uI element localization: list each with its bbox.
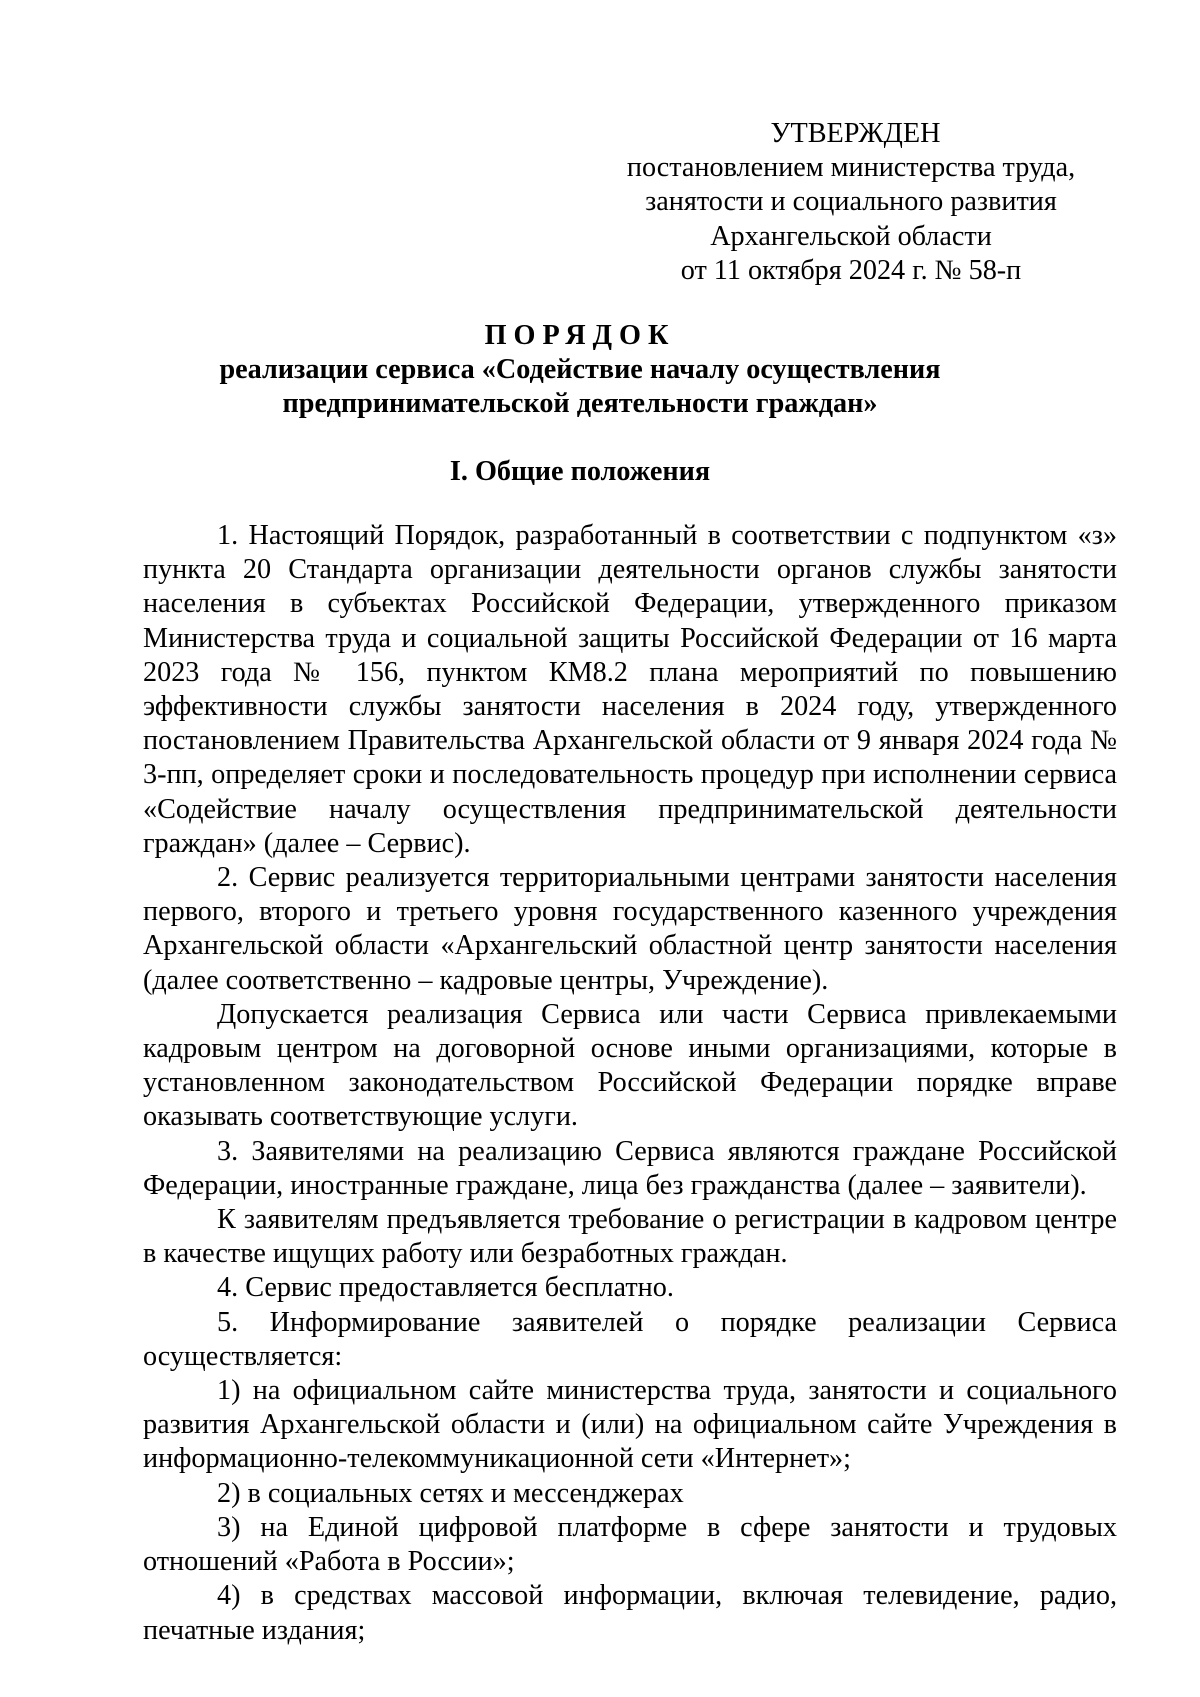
paragraph: 1. Настоящий Порядок, разработанный в соответствии с подпунктом «з» пункта 20 Стандарта организации деятельности органов службы занятости населения в субъектах Российской Федерации, утвержденного приказом Министерства труда и социальной защиты Российской Федерации от 16 марта 2023 года № 156, пунктом КМ8.2 плана мероприятий по повышению эффективности службы занятости населения в 2024 году, утвержденного постановлением Правительства Архангельской области от 9 января 2024 года № 3-пп, определяет сроки и последовательность процедур при исполнении сервиса «Содействие началу осуществления предпринимательской деятельности граждан» (далее – Сервис).: [143, 520, 1117, 859]
list-item: 1) на официальном сайте министерства труда, занятости и социального развития Архангельской области и (или) на официальном сайте Учреждения в информационно-телекоммуникационной сети «Интернет»;: [143, 1375, 1117, 1475]
list-item: 2) в социальных сетях и мессенджерах: [217, 1477, 684, 1509]
paragraph: 3. Заявителями на реализацию Сервиса являются граждане Российской Федерации, иностранные граждане, лица без гражданства (далее – заявители).: [143, 1135, 1117, 1201]
document-body: [143, 519, 1117, 1648]
document-subtitle-line: предпринимательской деятельности граждан»: [282, 388, 878, 420]
paragraph: Допускается реализация Сервиса или части Сервиса привлекаемыми кадровым центром на договорной основе иными организациями, которые в установленном законодательством Российской Федерации порядке вправе оказывать соответствующие услуги.: [143, 998, 1117, 1133]
document-title-block: [130, 319, 1030, 422]
approval-line: занятости и социального развития: [645, 186, 1057, 218]
paragraph: 2. Сервис реализуется территориальными центрами занятости населения первого, второго и третьего уровня государственного казенного учреждения Архангельской области «Архангельский областной центр занятости населения (далее соответственно – кадровые центры, Учреждение).: [143, 862, 1117, 996]
approval-line: Архангельской области: [710, 220, 992, 252]
document-subtitle-line: реализации сервиса «Содействие началу осуществления: [219, 354, 941, 386]
paragraph: 5. Информирование заявителей о порядке реализации Сервиса осуществляется:: [143, 1306, 1117, 1372]
section-heading: I. Общие положения: [449, 456, 711, 487]
approval-stamp-block: [586, 117, 1116, 288]
approval-date-number: от 11 октября 2024 г. № 58-п: [680, 254, 1022, 286]
approval-line: постановлением министерства труда,: [626, 152, 1076, 184]
approval-heading: УТВЕРЖДЕН: [770, 118, 941, 149]
paragraph: 4. Сервис предоставляется бесплатно.: [217, 1272, 674, 1304]
paragraph: К заявителям предъявляется требование о регистрации в кадровом центре в качестве ищущих работу или безработных граждан.: [143, 1204, 1117, 1270]
list-item: 4) в средствах массовой информации, включая телевидение, радио, печатные издания;: [143, 1580, 1117, 1646]
document-title: ПОРЯДОК: [484, 320, 676, 351]
list-item: 3) на Единой цифровой платформе в сфере занятости и трудовых отношений «Работа в России»;: [143, 1511, 1117, 1578]
